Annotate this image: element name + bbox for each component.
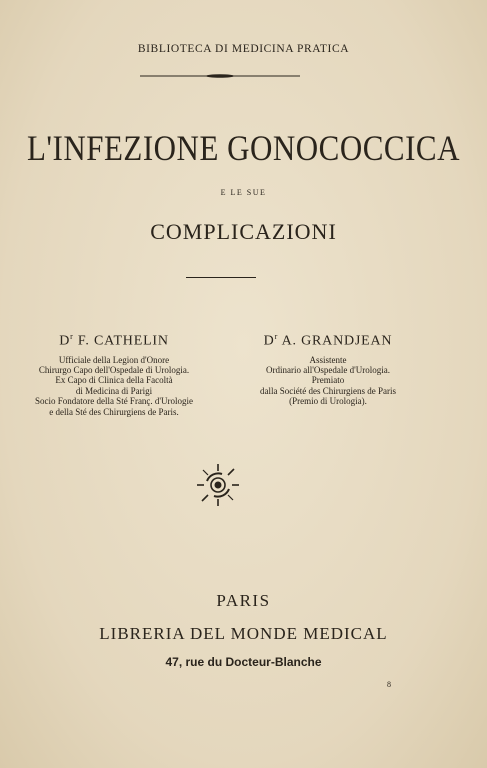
imprint-publisher: LIBRERIA DEL MONDE MEDICAL — [99, 624, 388, 643]
book-subtitle: COMPLICAZIONI — [150, 219, 337, 244]
author-name: $D^r$ F. CATHELIN — [59, 332, 169, 349]
author-name: $D^r$ A. GRANDJEAN — [263, 332, 393, 349]
author-credential: Ex Capo di Clinica della Facoltà — [55, 375, 173, 386]
author-credential: Assistente — [309, 354, 347, 365]
signature-mark: 8 — [387, 680, 391, 689]
ornament-rule-icon — [140, 74, 300, 78]
divider-rule — [186, 277, 256, 278]
author-credential: Chirurgo Capo dell'Ospedale di Urologia. — [38, 365, 190, 376]
author-credential: di Medicina di Parigi — [75, 385, 153, 396]
imprint-city: PARIS — [216, 591, 271, 610]
author-credential: Ufficiale della Legion d'Onore — [58, 354, 170, 365]
series-title: BIBLIOTECA DI MEDICINA PRATICA — [137, 43, 350, 55]
author-credential: Ordinario all'Ospedale d'Urologia. — [266, 365, 390, 376]
printer-device-icon — [195, 462, 241, 508]
title-conjunction: E LE SUE — [220, 188, 267, 197]
imprint-address: 47, rue du Docteur-Blanche — [165, 655, 322, 669]
author-credential: (Premio di Urologia). — [289, 396, 367, 407]
author-credential: dalla Société des Chirurgiens de Paris — [259, 385, 397, 396]
book-title: L'INFEZIONE GONOCOCCICA — [27, 128, 460, 169]
author-credential: Premiato — [311, 375, 345, 386]
author-credential: Socio Fondatore della Sté Franç. d'Urologie — [34, 396, 194, 407]
author-grandjean — [238, 332, 418, 407]
author-credential: e della Sté des Chirurgiens de Paris. — [49, 406, 179, 417]
author-cathelin — [14, 332, 214, 417]
